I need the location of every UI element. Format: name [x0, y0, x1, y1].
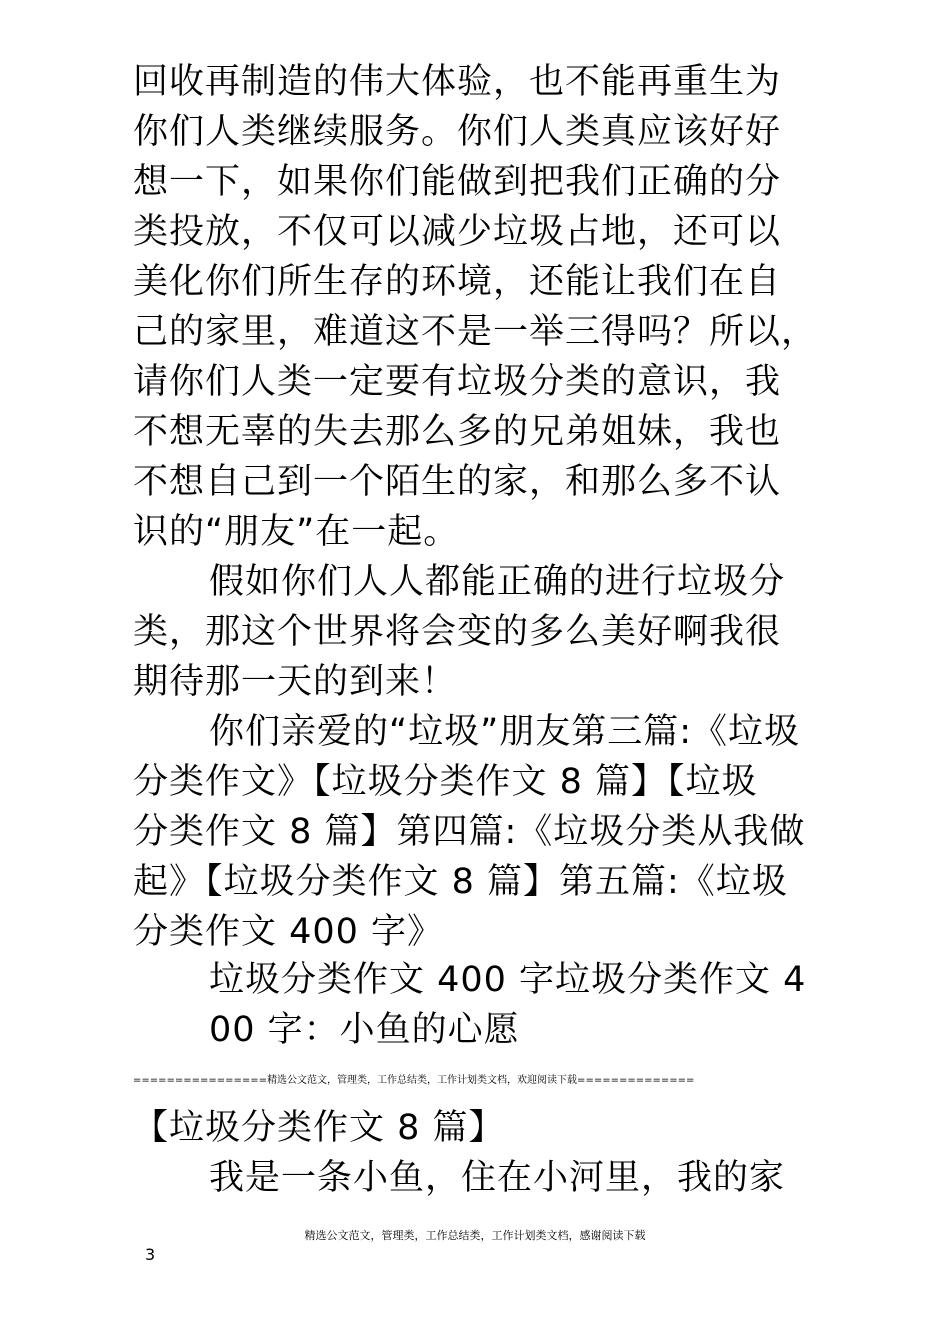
body-line: 你们人类继续服务。你们人类真应该好好 — [133, 112, 782, 152]
article-title-line: 垃圾分类作文 400 字垃圾分类作文 4 — [209, 960, 807, 1000]
body-line: 起》【垃圾分类作文 8 篇】第五篇:《垃圾 — [133, 862, 788, 902]
body-line: 分类作文 8 篇】第四篇:《垃圾分类从我做 — [133, 812, 806, 852]
page-footer: 精选公文范文，管理类，工作总结类，工作计划类文档，感谢阅读下载 — [304, 1229, 646, 1242]
body-line: 类，那这个世界将会变的多么美好啊我很 — [133, 612, 782, 652]
body-line: 期待那一天的到来！ — [133, 662, 458, 702]
body-line: 不想自己到一个陌生的家，和那么多不认 — [133, 462, 782, 502]
article-title-line: 00 字：小鱼的心愿 — [209, 1010, 520, 1050]
separator-banner: ================精选公文范文，管理类，工作总结类，工作计划类文档，欢迎阅读下载============== — [133, 1075, 695, 1086]
paragraph-start-line: 你们亲爱的“垃圾”朋友第三篇:《垃圾 — [209, 712, 801, 752]
body-line: 想一下，如果你们能做到把我们正确的分 — [133, 162, 782, 202]
body-line: 请你们人类一定要有垃圾分类的意识，我 — [133, 362, 782, 402]
body-line: 美化你们所生存的环境，还能让我们在自 — [133, 262, 782, 302]
body-line: 分类作文》【垃圾分类作文 8 篇】【垃圾 — [133, 762, 758, 802]
body-line: 类投放，不仅可以减少垃圾占地，还可以 — [133, 212, 782, 252]
body-line: 己的家里，难道这不是一举三得吗？所以， — [133, 312, 818, 352]
section-heading: 【垃圾分类作文 8 篇】 — [133, 1108, 505, 1148]
body-line: 识的“朋友”在一起。 — [133, 512, 460, 552]
body-line: 分类作文 400 字》 — [133, 912, 444, 952]
paragraph-start-line: 我是一条小鱼，住在小河里，我的家 — [209, 1158, 786, 1198]
paragraph-start-line: 假如你们人人都能正确的进行垃圾分 — [209, 562, 786, 602]
page-number: 3 — [145, 1245, 156, 1264]
body-line: 回收再制造的伟大体验，也不能再重生为 — [133, 62, 782, 102]
body-line: 不想无辜的失去那么多的兄弟姐妹，我也 — [133, 412, 782, 452]
